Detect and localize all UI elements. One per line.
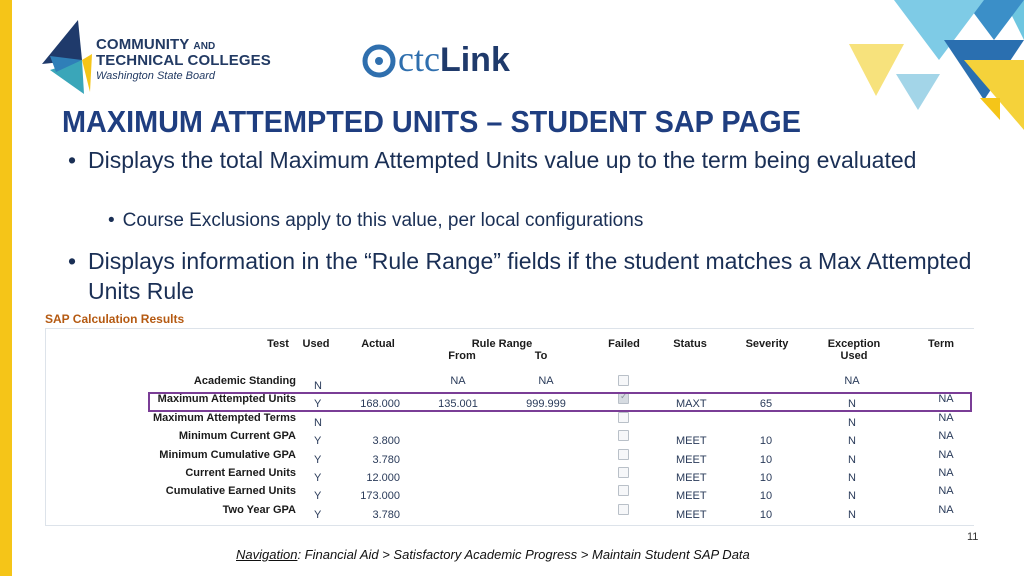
row-to: 999.999: [526, 398, 566, 411]
bullet-text: Displays information in the “Rule Range” fields if the student matches a Max Attempted Units Rule: [88, 248, 972, 304]
bullet-course-exclusions: [108, 210, 643, 232]
logo-line1: COMMUNITY: [96, 36, 190, 53]
row-test-label: Minimum Current GPA: [178, 430, 296, 443]
row-severity: 65: [759, 398, 773, 411]
logo-line1-small: AND: [193, 41, 216, 52]
row-exception: N: [848, 472, 856, 484]
row-test-label: Maximum Attempted Units: [157, 393, 296, 406]
bullet-total-max-units: [68, 145, 948, 175]
ctclink-logo: [362, 40, 542, 84]
header-rule-range: Rule Range: [471, 338, 533, 350]
row-term: NA: [938, 503, 954, 516]
bullet-dot: •: [68, 147, 77, 173]
row-severity: 10: [759, 490, 773, 503]
failed-checkbox[interactable]: [618, 449, 629, 460]
ctclink-swirl-icon: [362, 42, 396, 80]
ctclink-wordmark: ctcLink: [398, 39, 510, 79]
row-status: MEET: [676, 472, 707, 484]
row-from: NA: [450, 375, 466, 387]
header-from: From: [448, 350, 476, 362]
row-exception: NA: [844, 375, 860, 387]
row-severity: 10: [759, 508, 773, 521]
sbctc-logo: [40, 20, 280, 100]
row-actual: 3.780: [372, 453, 400, 466]
row-term: NA: [938, 467, 954, 479]
header-failed: Failed: [608, 338, 640, 350]
row-test-label: Two Year GPA: [222, 503, 296, 516]
row-exception: N: [848, 416, 856, 429]
row-status: MEET: [676, 435, 707, 448]
row-exception: N: [848, 490, 856, 503]
header-actual: Actual: [361, 338, 395, 350]
row-term: NA: [938, 411, 954, 424]
row-term: NA: [938, 393, 954, 406]
row-exception: N: [848, 435, 856, 448]
failed-checkbox[interactable]: [618, 412, 629, 423]
navigation-path: [236, 547, 750, 562]
row-test-label: Current Earned Units: [185, 467, 296, 479]
bullet-dot: •: [108, 210, 115, 231]
sap-results-heading: SAP Calculation Results: [45, 312, 185, 326]
row-used: Y: [314, 490, 322, 503]
max-attempted-units-highlight: [148, 392, 972, 412]
row-used: Y: [314, 398, 322, 411]
page-number: 11: [967, 531, 979, 543]
row-used: N: [314, 380, 322, 392]
failed-checkbox[interactable]: [618, 504, 629, 515]
row-status: MEET: [676, 490, 707, 503]
bullet-text: Course Exclusions apply to this value, per local configurations: [122, 210, 644, 231]
row-from: 135.001: [438, 398, 478, 411]
header-status: Status: [673, 338, 707, 350]
navigation-text: : Financial Aid > Satisfactory Academic Progress > Maintain Student SAP Data: [297, 547, 750, 562]
failed-checkbox[interactable]: [618, 375, 629, 386]
row-term: NA: [938, 430, 954, 443]
row-test-label: Academic Standing: [193, 375, 296, 387]
page-title: MAXIMUM ATTEMPTED UNITS – STUDENT SAP PAGE: [62, 104, 801, 139]
failed-checkbox[interactable]: [618, 485, 629, 496]
row-exception: N: [848, 453, 856, 466]
failed-checkbox[interactable]: [618, 430, 629, 441]
row-used: Y: [314, 453, 322, 466]
row-status: MEET: [676, 508, 707, 521]
row-severity: 10: [759, 435, 773, 448]
row-actual: 3.780: [372, 508, 400, 521]
header-to: To: [534, 350, 548, 362]
row-term: NA: [938, 448, 954, 461]
row-used: Y: [314, 508, 322, 521]
failed-checkbox[interactable]: [618, 467, 629, 478]
bullet-rule-range: [68, 246, 998, 306]
row-term: NA: [938, 485, 954, 498]
row-actual: 12.000: [366, 472, 400, 484]
left-accent-bar: [0, 0, 12, 576]
sbctc-logo-mark: [40, 20, 92, 94]
row-actual: 3.800: [372, 435, 400, 448]
row-exception: N: [848, 508, 856, 521]
row-used: N: [314, 416, 322, 429]
logo-line3: Washington State Board: [96, 70, 216, 82]
row-exception: N: [848, 398, 856, 411]
logo-line2: TECHNICAL COLLEGES: [96, 52, 271, 69]
row-used: Y: [314, 435, 322, 448]
row-test-label: Cumulative Earned Units: [165, 485, 296, 498]
bullet-dot: •: [68, 248, 77, 274]
row-severity: 10: [759, 453, 773, 466]
row-severity: 10: [759, 472, 773, 484]
row-actual: 168.000: [360, 398, 400, 411]
navigation-label: Navigation: [236, 547, 298, 562]
row-test-label: Maximum Attempted Terms: [152, 411, 296, 424]
header-severity: Severity: [745, 338, 789, 350]
row-actual: 173.000: [360, 490, 400, 503]
row-status: MAXT: [676, 398, 707, 411]
row-used: Y: [314, 472, 322, 484]
row-test-label: Minimum Cumulative GPA: [159, 448, 296, 461]
row-status: MEET: [676, 453, 707, 466]
bullet-text: Displays the total Maximum Attempted Units value up to the term being evaluated: [88, 147, 917, 173]
row-to: NA: [538, 375, 554, 387]
header-term: Term: [927, 338, 955, 350]
header-used: Used: [302, 338, 330, 350]
header-test: Test: [267, 338, 289, 350]
header-exception: Exception Used: [827, 338, 881, 362]
